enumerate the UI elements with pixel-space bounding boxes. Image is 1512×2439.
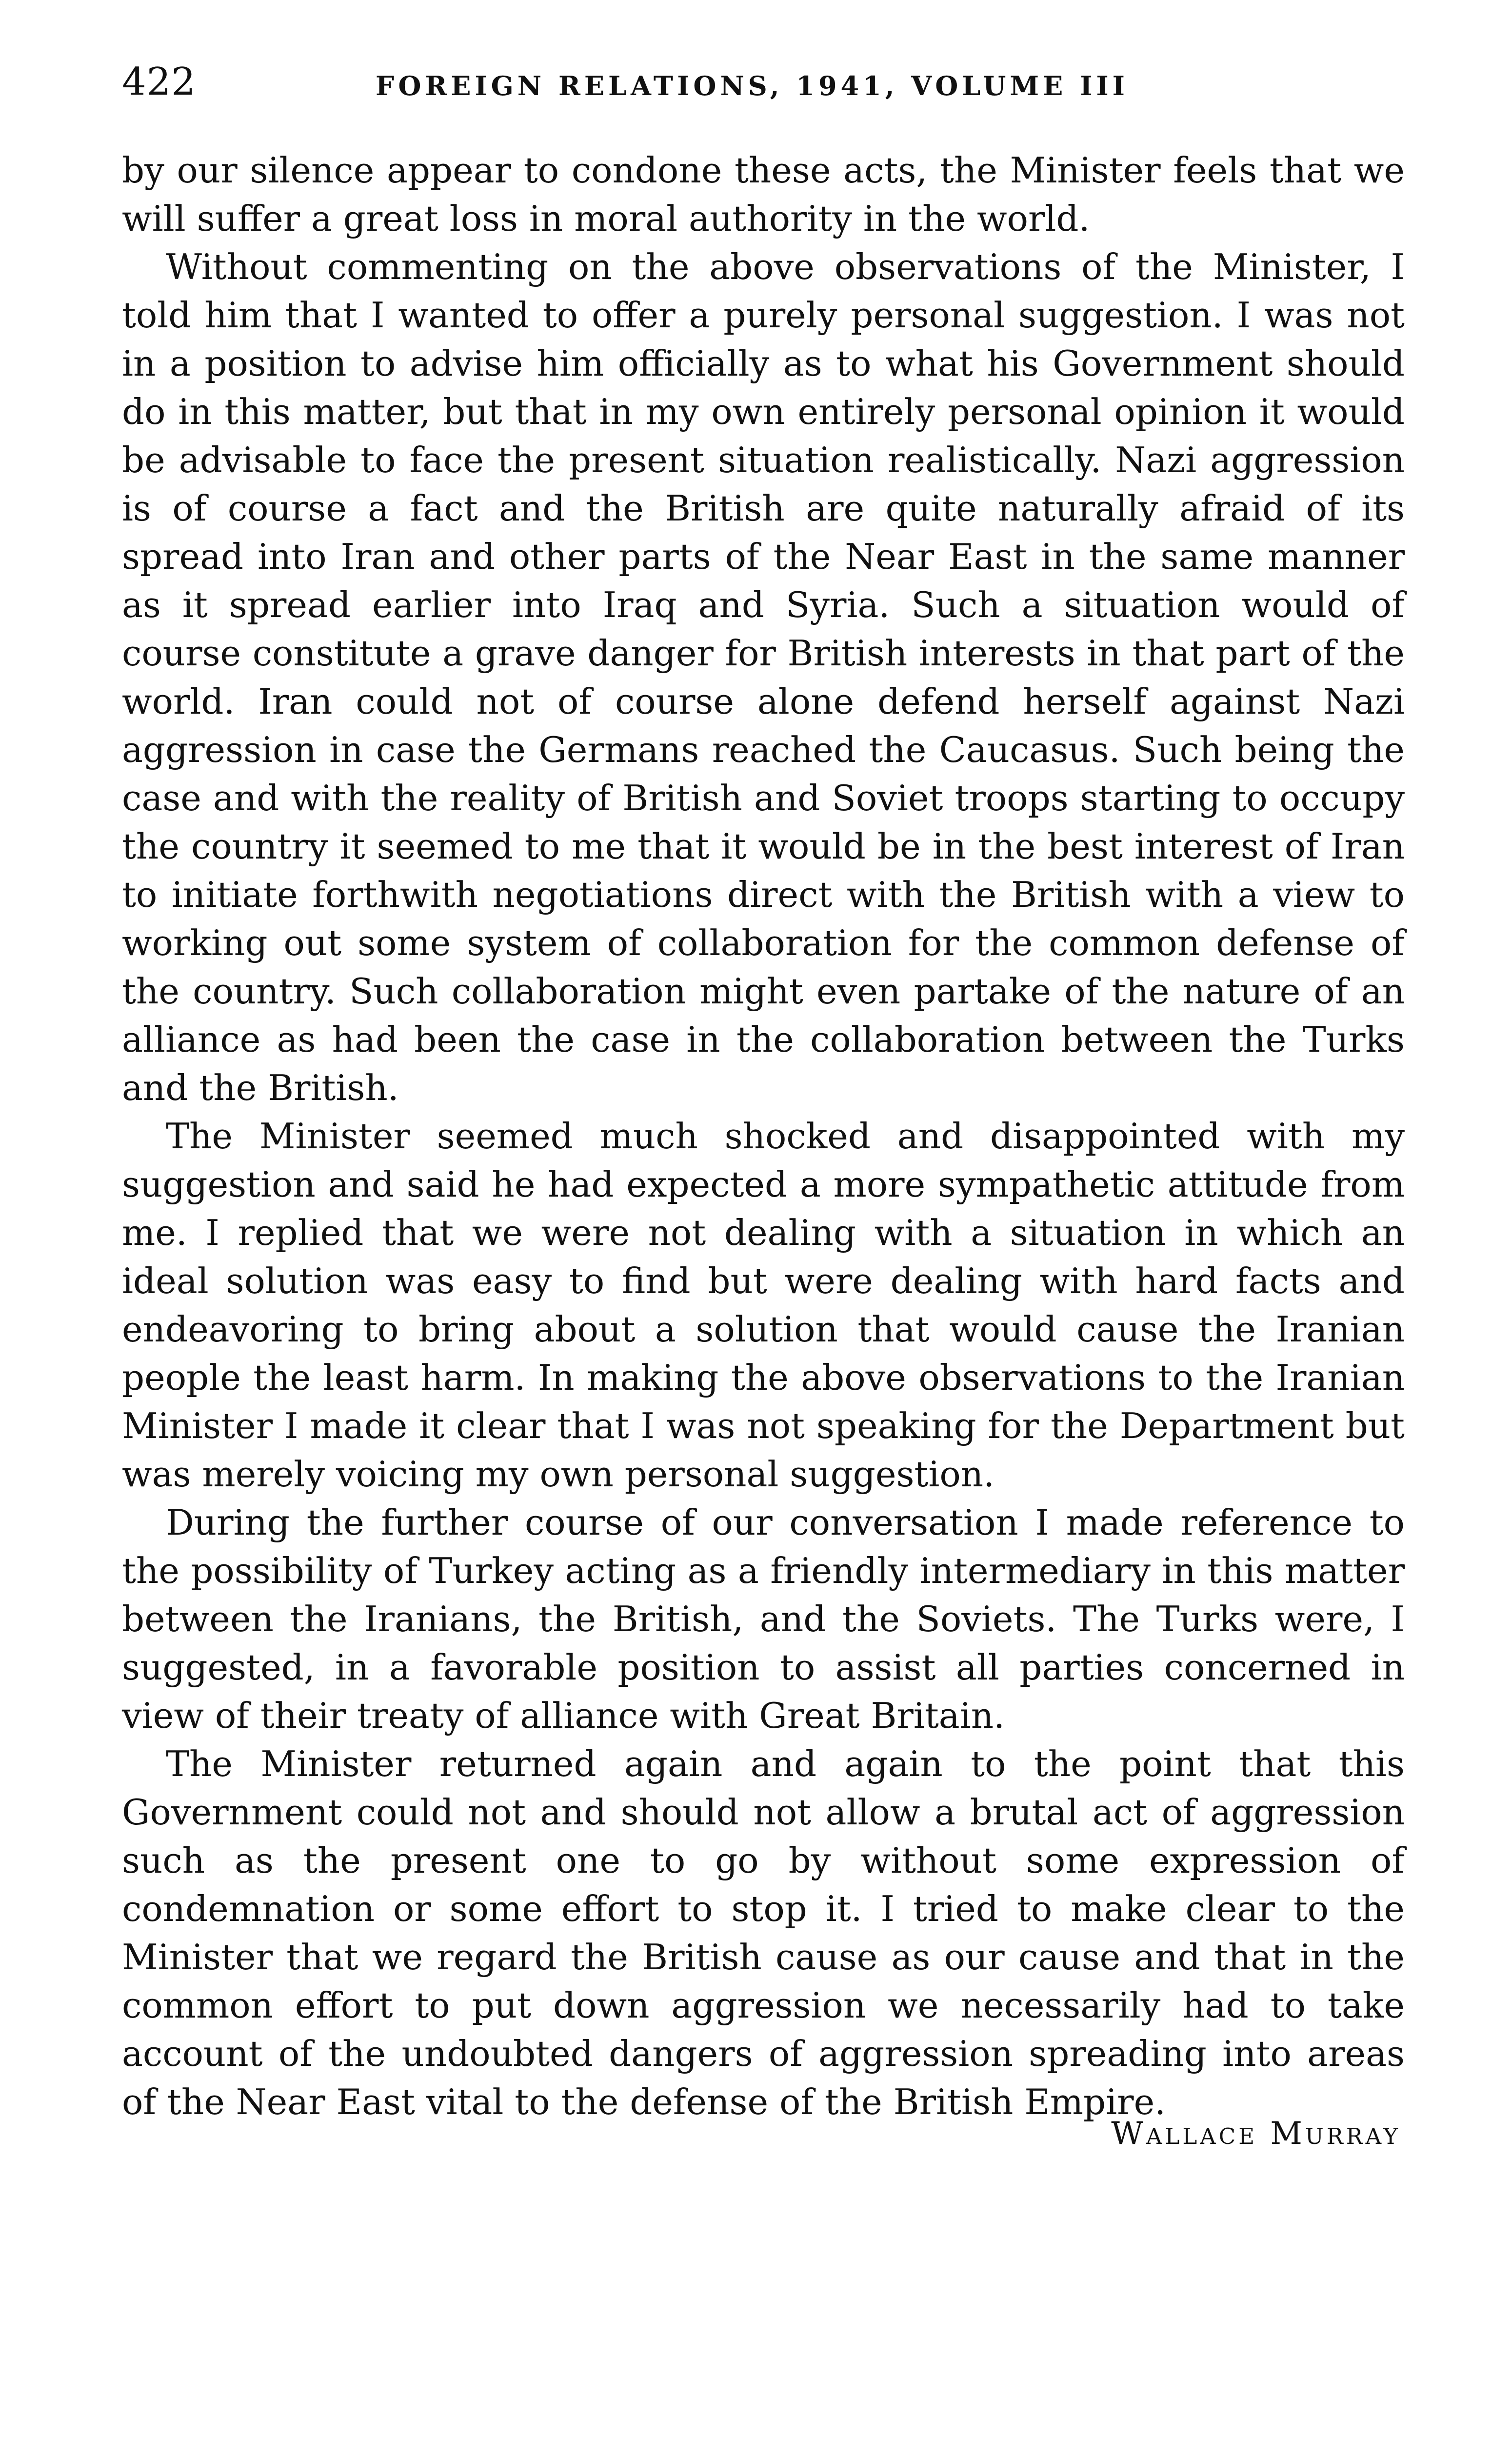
- body-paragraph: The Minister returned again and again to the point that this Government could not and should not allow a brutal act of aggression such as the present one to go by without some expression of condemnation or some effort to stop it. I tried to make clear to the Minister that we regard the British cause as our cause and that in the common effort to put down aggression we necessarily had to take account of the undoubted dangers of aggression spreading into areas of the Near East vital to the defense of the British Empire.: [122, 1743, 1405, 2122]
- body-paragraph: During the further course of our conversation I made reference to the possibility of Turkey acting as a friendly intermediary in this matter between the Iranians, the British, and the Soviets. The Turks were, I suggested, in a favorable position to assist all parties concerned in view of their treaty of alliance with Great Britain.: [122, 1502, 1405, 1736]
- running-head: [122, 58, 1405, 111]
- signature-name: Wallace Murray: [1111, 2116, 1401, 2152]
- document-body: [122, 146, 1405, 2126]
- running-head-title: FOREIGN RELATIONS, 1941, VOLUME III: [376, 70, 1129, 101]
- body-paragraph: Without commenting on the above observations of the Minister, I told him that I wanted to offer a purely personal suggestion. I was not in a position to advise him officially as to what his Government should do in this matter, but that in my own entirely personal opinion it would be advisable to face the present situation realistically. Nazi aggression is of course a fact and the British are quite naturally afraid of its spread into Iran and other parts of the Near East in the same manner as it spread earlier into Iraq and Syria. Such a situation would of course constitute a grave danger for British interests in that part of the world. Iran could not of course alone defend herself against Nazi aggression in case the Germans reached the Caucasus. Such being the case and with the reality of British and Soviet troops starting to occupy the country it seemed to me that it would be in the best interest of Iran to initiate forthwith negotiations direct with the British with a view to working out some system of collaboration for the common defense of the country. Such collaboration might even partake of the nature of an alliance as had been the case in the collaboration between the Turks and the British.: [122, 246, 1405, 1108]
- page-number: 422: [122, 60, 196, 104]
- body-paragraph: The Minister seemed much shocked and disappointed with my suggestion and said he had expected a more sympathetic attitude from me. I replied that we were not dealing with a situation in which an ideal solution was easy to find but were dealing with hard facts and endeavoring to bring about a solution that would cause the Iranian people the least harm. In making the above observations to the Iranian Minister I made it clear that I was not speaking for the Department but was merely voicing my own personal suggestion.: [122, 1116, 1405, 1495]
- body-paragraph: by our silence appear to condone these acts, the Minister feels that we will suffer a great loss in moral authority in the world.: [122, 150, 1405, 239]
